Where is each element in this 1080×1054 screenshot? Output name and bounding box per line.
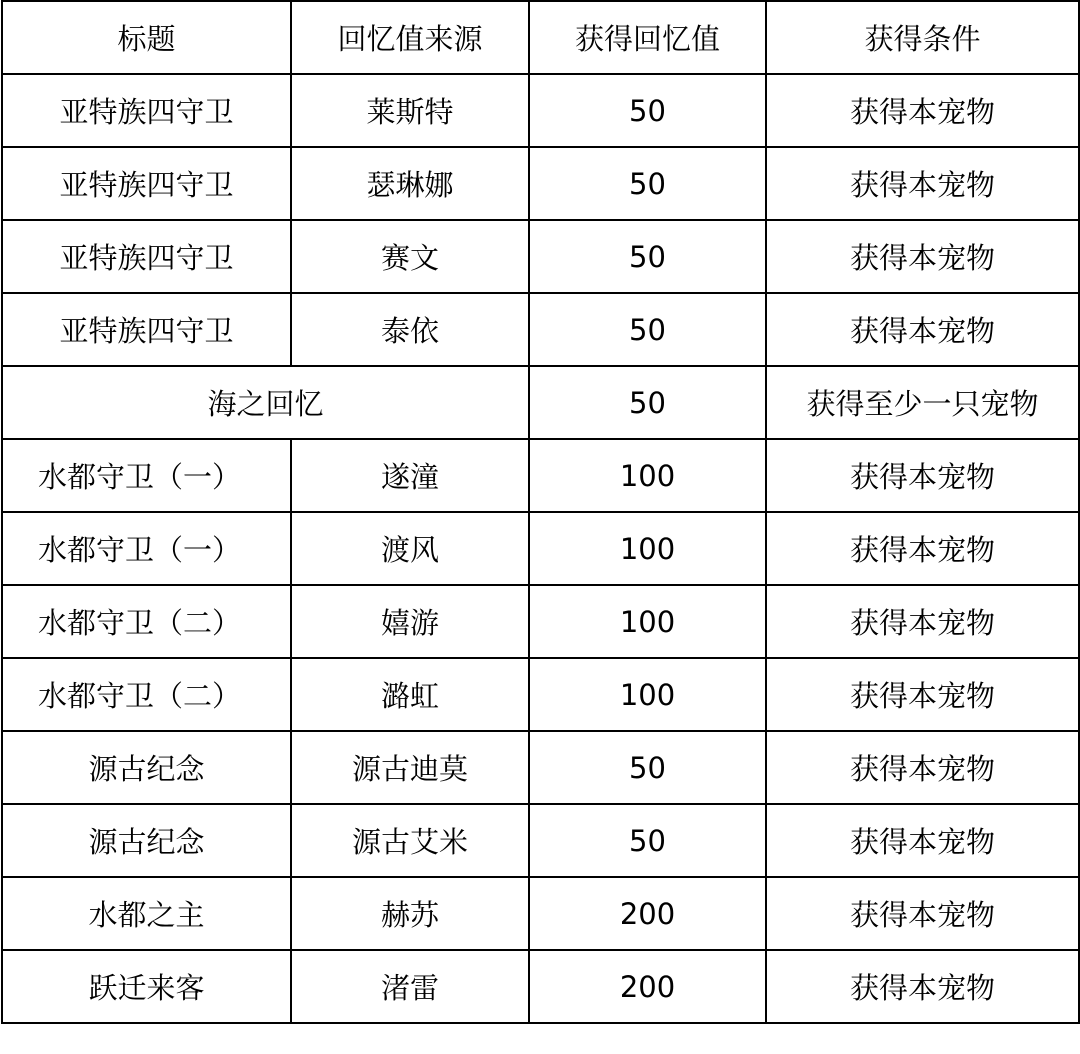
- table-row: [2, 585, 1079, 658]
- header-source: 回忆值来源: [291, 1, 529, 74]
- row-title: 源古纪念: [2, 804, 291, 877]
- row-value: 50: [529, 366, 766, 439]
- row-value: 200: [529, 877, 766, 950]
- table-row: [2, 877, 1079, 950]
- row-condition: 获得本宠物: [766, 585, 1079, 658]
- row-value: 100: [529, 658, 766, 731]
- row-value: 50: [529, 220, 766, 293]
- row-condition: 获得本宠物: [766, 877, 1079, 950]
- row-value: 50: [529, 147, 766, 220]
- row-source: 赫苏: [291, 877, 529, 950]
- row-source: 遂潼: [291, 439, 529, 512]
- table-row: [2, 731, 1079, 804]
- row-title: 水都守卫（二）: [2, 658, 291, 731]
- row-value: 100: [529, 512, 766, 585]
- row-title: 水都守卫（一）: [2, 439, 291, 512]
- row-value: 50: [529, 74, 766, 147]
- row-value: 100: [529, 439, 766, 512]
- row-title: 水都守卫（二）: [2, 585, 291, 658]
- row-title: 海之回忆: [2, 366, 529, 439]
- table-row: [2, 147, 1079, 220]
- row-condition: 获得本宠物: [766, 804, 1079, 877]
- row-title: 源古纪念: [2, 731, 291, 804]
- table-row: [2, 74, 1079, 147]
- memory-value-table: [1, 0, 1080, 1024]
- row-condition: 获得本宠物: [766, 74, 1079, 147]
- table-row: [2, 439, 1079, 512]
- row-title: 亚特族四守卫: [2, 293, 291, 366]
- row-source: 泰依: [291, 293, 529, 366]
- table-row: [2, 804, 1079, 877]
- row-condition: 获得本宠物: [766, 439, 1079, 512]
- row-condition: 获得本宠物: [766, 512, 1079, 585]
- row-value: 50: [529, 731, 766, 804]
- header-title: 标题: [2, 1, 291, 74]
- row-source: 潞虹: [291, 658, 529, 731]
- table-row: [2, 220, 1079, 293]
- table-row: [2, 512, 1079, 585]
- row-value: 200: [529, 950, 766, 1023]
- table-row: [2, 658, 1079, 731]
- row-condition: 获得本宠物: [766, 950, 1079, 1023]
- row-condition: 获得本宠物: [766, 220, 1079, 293]
- row-source: 渡风: [291, 512, 529, 585]
- row-condition: 获得至少一只宠物: [766, 366, 1079, 439]
- table-row: [2, 950, 1079, 1023]
- row-source: 嬉游: [291, 585, 529, 658]
- row-source: 源古艾米: [291, 804, 529, 877]
- row-condition: 获得本宠物: [766, 731, 1079, 804]
- header-value: 获得回忆值: [529, 1, 766, 74]
- row-condition: 获得本宠物: [766, 658, 1079, 731]
- table-row: [2, 293, 1079, 366]
- row-source: 瑟琳娜: [291, 147, 529, 220]
- row-source: 赛文: [291, 220, 529, 293]
- row-title: 亚特族四守卫: [2, 74, 291, 147]
- table-row-merged: [2, 366, 1079, 439]
- row-source: 莱斯特: [291, 74, 529, 147]
- row-title: 亚特族四守卫: [2, 147, 291, 220]
- table-header-row: [2, 1, 1079, 74]
- row-source: 源古迪莫: [291, 731, 529, 804]
- row-value: 100: [529, 585, 766, 658]
- row-condition: 获得本宠物: [766, 293, 1079, 366]
- row-title: 跃迁来客: [2, 950, 291, 1023]
- row-condition: 获得本宠物: [766, 147, 1079, 220]
- row-title: 亚特族四守卫: [2, 220, 291, 293]
- header-condition: 获得条件: [766, 1, 1079, 74]
- row-value: 50: [529, 293, 766, 366]
- row-source: 渚雷: [291, 950, 529, 1023]
- row-value: 50: [529, 804, 766, 877]
- row-title: 水都守卫（一）: [2, 512, 291, 585]
- row-title: 水都之主: [2, 877, 291, 950]
